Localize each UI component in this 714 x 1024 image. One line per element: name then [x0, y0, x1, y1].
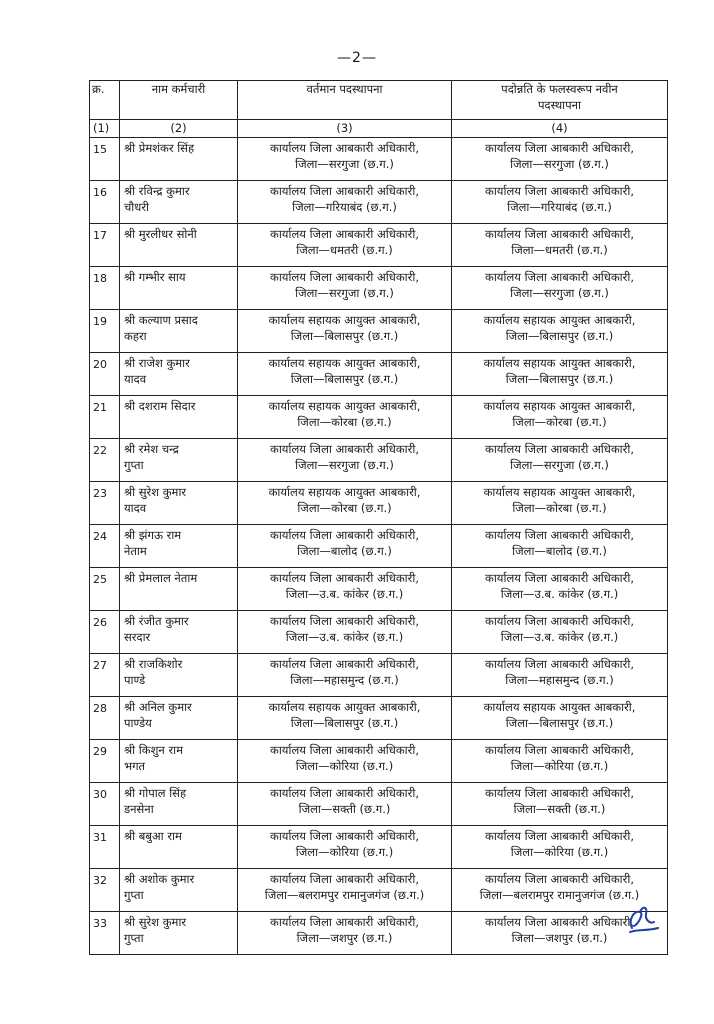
- current-posting-office: कार्यालय जिला आबकारी अधिकारी,: [270, 141, 419, 155]
- new-posting-district: जिला—बिलासपुर (छ.ग.): [505, 716, 614, 730]
- table-row: [90, 697, 668, 740]
- new-posting-office: कार्यालय जिला आबकारी अधिकारी,: [485, 528, 634, 542]
- employee-name-line2: डनसेना: [124, 802, 154, 816]
- current-posting-office: कार्यालय जिला आबकारी अधिकारी,: [270, 657, 419, 671]
- employee-name: [120, 525, 238, 568]
- table-row: [90, 396, 668, 439]
- current-posting-office: कार्यालय सहायक आयुक्त आबकारी,: [268, 700, 421, 714]
- employee-name-line2: चौधरी: [124, 200, 150, 214]
- new-posting-district: जिला—सरगुजा (छ.ग.): [510, 286, 609, 300]
- new-posting: [452, 439, 668, 482]
- new-posting-district: जिला—बिलासपुर (छ.ग.): [505, 329, 614, 343]
- employee-name: [120, 310, 238, 353]
- new-posting-office: कार्यालय जिला आबकारी अधिकारी,: [485, 657, 634, 671]
- current-posting-office: कार्यालय जिला आबकारी अधिकारी,: [270, 786, 419, 800]
- current-posting: [238, 138, 452, 181]
- current-posting-district: जिला—बिलासपुर (छ.ग.): [290, 372, 399, 386]
- employee-name: [120, 826, 238, 869]
- employee-name-line2: यादव: [124, 372, 147, 386]
- new-posting-district: जिला—बलरामपुर रामानुजगंज (छ.ग.): [479, 888, 640, 902]
- new-posting-district: जिला—सक्ती (छ.ग.): [513, 802, 606, 816]
- table-row: [90, 181, 668, 224]
- row-serial-number: 28: [90, 697, 120, 740]
- posting-table: [89, 80, 668, 955]
- row-serial-number: 31: [90, 826, 120, 869]
- page-number: —2—: [337, 50, 377, 66]
- new-posting-office: कार्यालय जिला आबकारी अधिकारी,: [485, 141, 634, 155]
- new-posting-district: जिला—धमतरी (छ.ग.): [511, 243, 608, 257]
- new-posting-district: जिला—उ.ब. कांकेर (छ.ग.): [500, 587, 619, 601]
- current-posting-office: कार्यालय जिला आबकारी अधिकारी,: [270, 571, 419, 585]
- current-posting: [238, 568, 452, 611]
- current-posting-district: जिला—गरियाबंद (छ.ग.): [292, 200, 397, 214]
- new-posting-district: जिला—कोरिया (छ.ग.): [510, 759, 609, 773]
- employee-name: [120, 869, 238, 912]
- employee-name: [120, 912, 238, 955]
- new-posting-office: कार्यालय सहायक आयुक्त आबकारी,: [483, 313, 636, 327]
- new-posting-office: कार्यालय सहायक आयुक्त आबकारी,: [483, 356, 636, 370]
- current-posting-district: जिला—सक्ती (छ.ग.): [298, 802, 391, 816]
- employee-name-line1: श्री राजेश कुमार: [124, 356, 190, 370]
- current-posting-office: कार्यालय जिला आबकारी अधिकारी,: [270, 743, 419, 757]
- table-row: [90, 869, 668, 912]
- column-number-1: (1): [90, 120, 120, 138]
- current-posting: [238, 396, 452, 439]
- employee-name-line2: गुप्ता: [124, 888, 144, 902]
- employee-name-line1: श्री प्रेमलाल नेताम: [124, 571, 198, 585]
- current-posting: [238, 482, 452, 525]
- current-posting-office: कार्यालय सहायक आयुक्त आबकारी,: [268, 356, 421, 370]
- table-row: [90, 353, 668, 396]
- header-current-posting: वर्तमान पदस्थापना: [238, 81, 452, 120]
- current-posting: [238, 912, 452, 955]
- employee-name-line1: श्री गम्भीर साय: [124, 270, 186, 284]
- employee-name: [120, 697, 238, 740]
- row-serial-number: 19: [90, 310, 120, 353]
- new-posting: [452, 697, 668, 740]
- header-new-posting: [452, 81, 668, 120]
- new-posting-office: कार्यालय सहायक आयुक्त आबकारी,: [483, 700, 636, 714]
- header-new-posting-line1: पदोन्नति के फलस्वरूप नवीन: [501, 82, 618, 96]
- employee-name: [120, 783, 238, 826]
- employee-name-line1: श्री दशराम सिदार: [124, 399, 196, 413]
- new-posting: [452, 138, 668, 181]
- current-posting: [238, 310, 452, 353]
- new-posting: [452, 181, 668, 224]
- row-serial-number: 27: [90, 654, 120, 697]
- new-posting-office: कार्यालय जिला आबकारी अधिकारी,: [485, 743, 634, 757]
- current-posting-district: जिला—बालोद (छ.ग.): [297, 544, 392, 558]
- current-posting: [238, 439, 452, 482]
- row-serial-number: 30: [90, 783, 120, 826]
- row-serial-number: 32: [90, 869, 120, 912]
- new-posting: [452, 482, 668, 525]
- header-sn: क्र.: [90, 81, 120, 120]
- new-posting-office: कार्यालय जिला आबकारी अधिकारी,: [485, 829, 634, 843]
- employee-name-line1: श्री सुरेश कुमार: [124, 915, 187, 929]
- employee-name-line1: श्री गोपाल सिंह: [124, 786, 187, 800]
- employee-name: [120, 181, 238, 224]
- employee-name-line1: श्री कल्याण प्रसाद: [124, 313, 198, 327]
- new-posting-office: कार्यालय जिला आबकारी अधिकारी,: [485, 227, 634, 241]
- new-posting: [452, 267, 668, 310]
- header-row: [90, 81, 668, 120]
- new-posting-office: कार्यालय जिला आबकारी अधिकारी,: [485, 442, 634, 456]
- employee-name-line1: श्री अनिल कुमार: [124, 700, 192, 714]
- current-posting-office: कार्यालय सहायक आयुक्त आबकारी,: [268, 485, 421, 499]
- current-posting: [238, 783, 452, 826]
- current-posting: [238, 654, 452, 697]
- current-posting-office: कार्यालय जिला आबकारी अधिकारी,: [270, 915, 419, 929]
- current-posting-office: कार्यालय जिला आबकारी अधिकारी,: [270, 184, 419, 198]
- table-row: [90, 826, 668, 869]
- table-row: [90, 740, 668, 783]
- table-row: [90, 783, 668, 826]
- current-posting-office: कार्यालय जिला आबकारी अधिकारी,: [270, 528, 419, 542]
- current-posting-district: जिला—कोरबा (छ.ग.): [297, 415, 392, 429]
- employee-name-line1: श्री रंजीत कुमार: [124, 614, 189, 628]
- current-posting-district: जिला—सरगुजा (छ.ग.): [295, 458, 394, 472]
- new-posting-office: कार्यालय जिला आबकारी अधिकारी,: [485, 614, 634, 628]
- new-posting-district: जिला—सरगुजा (छ.ग.): [510, 458, 609, 472]
- new-posting: [452, 396, 668, 439]
- employee-name-line2: भगत: [124, 759, 146, 773]
- employee-name-line1: श्री प्रेमशंकर सिंह: [124, 141, 195, 155]
- new-posting-office: कार्यालय जिला आबकारी अधिकारी,: [485, 270, 634, 284]
- new-posting: [452, 654, 668, 697]
- new-posting-district: जिला—महासमुन्द (छ.ग.): [505, 673, 614, 687]
- row-serial-number: 15: [90, 138, 120, 181]
- new-posting: [452, 568, 668, 611]
- column-number-row: [90, 120, 668, 138]
- new-posting: [452, 611, 668, 654]
- current-posting-office: कार्यालय जिला आबकारी अधिकारी,: [270, 614, 419, 628]
- current-posting: [238, 267, 452, 310]
- employee-name-line2: पाण्डेय: [124, 716, 152, 730]
- header-employee-name: नाम कर्मचारी: [120, 81, 238, 120]
- current-posting: [238, 224, 452, 267]
- current-posting: [238, 353, 452, 396]
- table-row: [90, 310, 668, 353]
- new-posting-office: कार्यालय जिला आबकारी अधिकारी,: [485, 571, 634, 585]
- row-serial-number: 20: [90, 353, 120, 396]
- current-posting: [238, 740, 452, 783]
- current-posting-district: जिला—सरगुजा (छ.ग.): [295, 286, 394, 300]
- table-row: [90, 267, 668, 310]
- current-posting-district: जिला—कोरिया (छ.ग.): [295, 845, 394, 859]
- current-posting-district: जिला—धमतरी (छ.ग.): [296, 243, 393, 257]
- employee-name: [120, 568, 238, 611]
- current-posting-district: जिला—कोरिया (छ.ग.): [295, 759, 394, 773]
- employee-name: [120, 138, 238, 181]
- row-serial-number: 29: [90, 740, 120, 783]
- new-posting-district: जिला—कोरबा (छ.ग.): [512, 501, 607, 515]
- employee-name: [120, 740, 238, 783]
- row-serial-number: 26: [90, 611, 120, 654]
- current-posting: [238, 525, 452, 568]
- table-row: [90, 654, 668, 697]
- current-posting: [238, 826, 452, 869]
- new-posting-office: कार्यालय जिला आबकारी अधिकारी,: [485, 786, 634, 800]
- row-serial-number: 25: [90, 568, 120, 611]
- current-posting: [238, 697, 452, 740]
- column-number-3: (3): [238, 120, 452, 138]
- employee-name-line2: गुप्ता: [124, 931, 144, 945]
- new-posting: [452, 310, 668, 353]
- employee-name-line2: पाण्डे: [124, 673, 146, 687]
- table-row: [90, 912, 668, 955]
- current-posting-office: कार्यालय सहायक आयुक्त आबकारी,: [268, 399, 421, 413]
- current-posting-district: जिला—जशपुर (छ.ग.): [296, 931, 393, 945]
- new-posting-office: कार्यालय सहायक आयुक्त आबकारी,: [483, 399, 636, 413]
- row-serial-number: 21: [90, 396, 120, 439]
- row-serial-number: 17: [90, 224, 120, 267]
- employee-name-line1: श्री मुरलीधर सोनी: [124, 227, 197, 241]
- table-row: [90, 224, 668, 267]
- current-posting-office: कार्यालय जिला आबकारी अधिकारी,: [270, 829, 419, 843]
- current-posting-office: कार्यालय जिला आबकारी अधिकारी,: [270, 872, 419, 886]
- new-posting-office: कार्यालय जिला आबकारी अधिकारी,: [485, 872, 634, 886]
- employee-name: [120, 439, 238, 482]
- employee-name-line1: श्री झंगऊ राम: [124, 528, 182, 542]
- new-posting-district: जिला—कोरबा (छ.ग.): [512, 415, 607, 429]
- new-posting-district: जिला—उ.ब. कांकेर (छ.ग.): [500, 630, 619, 644]
- new-posting-district: जिला—कोरिया (छ.ग.): [510, 845, 609, 859]
- employee-name-line2: यादव: [124, 501, 147, 515]
- current-posting-district: जिला—कोरबा (छ.ग.): [297, 501, 392, 515]
- header-new-posting-line2: पदस्थापना: [537, 98, 582, 112]
- employee-name: [120, 654, 238, 697]
- employee-name-line2: गुप्ता: [124, 458, 144, 472]
- employee-name: [120, 224, 238, 267]
- new-posting-office: कार्यालय जिला आबकारी अधिकारी,: [485, 915, 634, 929]
- row-serial-number: 16: [90, 181, 120, 224]
- new-posting: [452, 740, 668, 783]
- employee-name-line1: श्री सुरेश कुमार: [124, 485, 187, 499]
- column-number-4: (4): [452, 120, 668, 138]
- row-serial-number: 24: [90, 525, 120, 568]
- employee-name-line1: श्री किशुन राम: [124, 743, 184, 757]
- current-posting-district: जिला—बलरामपुर रामानुजगंज (छ.ग.): [264, 888, 425, 902]
- employee-name-line2: कहरा: [124, 329, 147, 343]
- employee-name-line2: नेताम: [124, 544, 147, 558]
- row-serial-number: 23: [90, 482, 120, 525]
- current-posting-district: जिला—महासमुन्द (छ.ग.): [290, 673, 399, 687]
- current-posting-district: जिला—बिलासपुर (छ.ग.): [290, 329, 399, 343]
- column-number-2: (2): [120, 120, 238, 138]
- row-serial-number: 33: [90, 912, 120, 955]
- table-row: [90, 611, 668, 654]
- row-serial-number: 22: [90, 439, 120, 482]
- new-posting-district: जिला—बालोद (छ.ग.): [512, 544, 607, 558]
- employee-name-line1: श्री राजकिशोर: [124, 657, 183, 671]
- table-row: [90, 525, 668, 568]
- employee-name-line1: श्री रविन्द्र कुमार: [124, 184, 190, 198]
- employee-name-line1: श्री रमेश चन्द्र: [124, 442, 179, 456]
- new-posting-district: जिला—बिलासपुर (छ.ग.): [505, 372, 614, 386]
- employee-name-line1: श्री अशोक कुमार: [124, 872, 195, 886]
- employee-name-line1: श्री बबुआ राम: [124, 829, 182, 843]
- employee-name: [120, 611, 238, 654]
- current-posting-district: जिला—उ.ब. कांकेर (छ.ग.): [285, 587, 404, 601]
- row-serial-number: 18: [90, 267, 120, 310]
- current-posting-district: जिला—बिलासपुर (छ.ग.): [290, 716, 399, 730]
- new-posting-district: जिला—सरगुजा (छ.ग.): [510, 157, 609, 171]
- employee-name: [120, 267, 238, 310]
- employee-name: [120, 353, 238, 396]
- new-posting: [452, 783, 668, 826]
- new-posting: [452, 525, 668, 568]
- new-posting-office: कार्यालय सहायक आयुक्त आबकारी,: [483, 485, 636, 499]
- new-posting: [452, 826, 668, 869]
- table-row: [90, 439, 668, 482]
- new-posting: [452, 224, 668, 267]
- new-posting: [452, 353, 668, 396]
- current-posting: [238, 611, 452, 654]
- signature-mark: [624, 902, 664, 936]
- current-posting-district: जिला—उ.ब. कांकेर (छ.ग.): [285, 630, 404, 644]
- employee-name-line2: सरदार: [124, 630, 151, 644]
- current-posting-office: कार्यालय जिला आबकारी अधिकारी,: [270, 270, 419, 284]
- current-posting-district: जिला—सरगुजा (छ.ग.): [295, 157, 394, 171]
- current-posting-office: कार्यालय जिला आबकारी अधिकारी,: [270, 227, 419, 241]
- current-posting: [238, 181, 452, 224]
- table-row: [90, 568, 668, 611]
- current-posting: [238, 869, 452, 912]
- table-row: [90, 482, 668, 525]
- new-posting-district: जिला—गरियाबंद (छ.ग.): [507, 200, 612, 214]
- employee-name: [120, 482, 238, 525]
- new-posting-office: कार्यालय जिला आबकारी अधिकारी,: [485, 184, 634, 198]
- employee-name: [120, 396, 238, 439]
- current-posting-office: कार्यालय सहायक आयुक्त आबकारी,: [268, 313, 421, 327]
- new-posting-district: जिला—जशपुर (छ.ग.): [511, 931, 608, 945]
- current-posting-office: कार्यालय जिला आबकारी अधिकारी,: [270, 442, 419, 456]
- table-row: [90, 138, 668, 181]
